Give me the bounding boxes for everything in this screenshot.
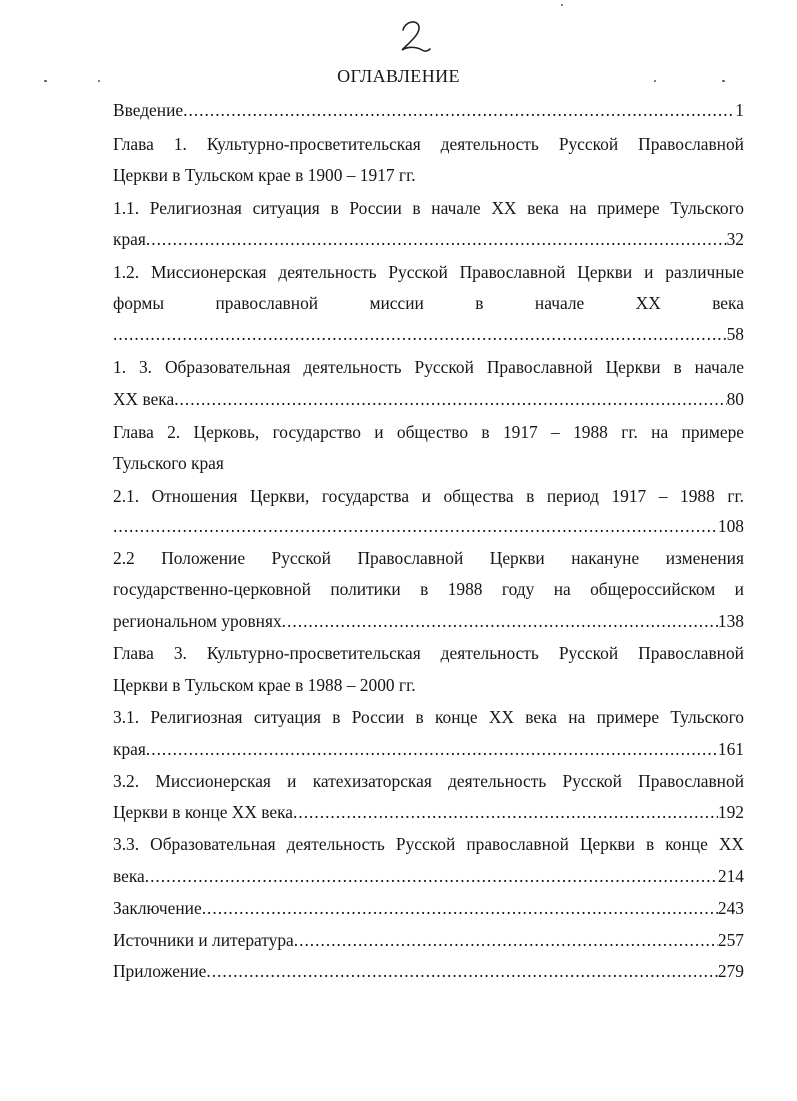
toc-section-2-1-line-2[interactable] — [113, 514, 744, 538]
scan-speck — [561, 4, 563, 6]
toc-word: в — [475, 293, 484, 313]
toc-section-1-2-line-2[interactable] — [113, 291, 744, 315]
entry-page: 257 — [717, 930, 744, 950]
toc-word: XX — [635, 293, 661, 313]
entry-title: Источники и литература — [113, 930, 294, 950]
dot-leader — [293, 800, 718, 824]
toc-chapter-2-line-1[interactable]: Глава 2. Церковь, государство и общество в 1917 – 1988 гг. на примере — [113, 422, 744, 442]
entry-title: Введение — [113, 100, 184, 120]
entry-title: Церкви в конце XX века — [113, 802, 293, 822]
entry-page: 32 — [726, 229, 744, 249]
toc-section-1-1-line-1[interactable]: 1.1. Религиозная ситуация в России в начале XX века на примере Тульского — [113, 198, 744, 218]
entry-page: 214 — [717, 866, 744, 886]
toc-chapter-2-line-2[interactable]: Тульского края — [113, 453, 224, 473]
toc-word: начале — [534, 293, 585, 313]
toc-chapter-1-line-1[interactable]: Глава 1. Культурно-просветительская деятельность Русской Православной — [113, 134, 744, 154]
entry-page: 80 — [726, 389, 744, 409]
toc-section-2-2-line-3[interactable] — [113, 609, 744, 633]
toc-section-3-3-line-1[interactable]: 3.3. Образовательная деятельность Русской православной Церкви в конце XX — [113, 834, 744, 854]
toc-word: века — [712, 293, 744, 313]
toc-section-2-1-line-1[interactable]: 2.1. Отношения Церкви, государства и общества в период 1917 – 1988 гг. — [113, 486, 744, 506]
toc-word: формы — [113, 293, 165, 313]
dot-leader — [146, 227, 727, 251]
dot-leader — [174, 387, 726, 411]
toc-section-1-1-line-2[interactable] — [113, 227, 744, 251]
entry-page: 138 — [717, 611, 744, 631]
toc-entry-introduction[interactable] — [113, 98, 744, 122]
entry-page: 161 — [717, 739, 744, 759]
dot-leader — [145, 864, 718, 888]
dot-leader — [206, 959, 718, 983]
entry-title: XX века — [113, 389, 175, 409]
page-number — [396, 16, 436, 60]
toc-section-1-2-line-3[interactable] — [113, 322, 744, 346]
toc-word: миссии — [369, 293, 424, 313]
entry-title: края — [113, 739, 146, 759]
entry-title: века — [113, 866, 145, 886]
toc-chapter-3-line-2[interactable]: Церкви в Тульском крае в 1988 – 2000 гг. — [113, 675, 416, 695]
toc-word: православной — [215, 293, 319, 313]
toc-section-3-1-line-2[interactable] — [113, 737, 744, 761]
entry-page: 243 — [717, 898, 744, 918]
dot-leader — [113, 322, 727, 346]
dot-leader — [282, 609, 718, 633]
entry-title: края — [113, 229, 146, 249]
entry-page: 108 — [717, 516, 744, 536]
dot-leader — [202, 896, 718, 920]
toc-chapter-3-line-1[interactable]: Глава 3. Культурно-просветительская деятельность Русской Православной — [113, 643, 744, 663]
toc-section-3-2-line-2[interactable] — [113, 800, 744, 824]
toc-section-3-2-line-1[interactable]: 3.2. Миссионерская и катехизаторская деятельность Русской Православной — [113, 771, 744, 791]
entry-title: Заключение — [113, 898, 202, 918]
toc-section-1-3-line-1[interactable]: 1. 3. Образовательная деятельность Русской Православной Церкви в начале — [113, 357, 744, 377]
toc-entry-sources[interactable] — [113, 928, 744, 952]
toc-section-1-3-line-2[interactable] — [113, 387, 744, 411]
toc-heading: ОГЛАВЛЕНИЕ — [337, 66, 460, 86]
dot-leader — [146, 737, 718, 761]
dot-leader — [113, 514, 718, 538]
entry-page: 279 — [717, 961, 744, 981]
toc-entry-conclusion[interactable] — [113, 896, 744, 920]
toc-section-2-2-line-1[interactable]: 2.2 Положение Русской Православной Церкви накануне изменения — [113, 548, 744, 568]
toc-section-3-1-line-1[interactable]: 3.1. Религиозная ситуация в России в конце XX века на примере Тульского — [113, 707, 744, 727]
dot-leader — [294, 928, 718, 952]
toc-section-3-3-line-2[interactable] — [113, 864, 744, 888]
entry-title: региональном уровнях — [113, 611, 282, 631]
toc-section-1-2-line-1[interactable]: 1.2. Миссионерская деятельность Русской Православной Церкви и различные — [113, 262, 744, 282]
entry-page: 58 — [726, 324, 744, 344]
dot-leader — [183, 98, 735, 122]
toc-chapter-1-line-2[interactable]: Церкви в Тульском крае в 1900 – 1917 гг. — [113, 165, 416, 185]
toc-section-2-2-line-2[interactable]: государственно-церковной политики в 1988 году на общероссийском и — [113, 579, 744, 599]
entry-title: Приложение — [113, 961, 207, 981]
entry-page: 1 — [735, 100, 744, 120]
toc-entry-appendix[interactable] — [113, 959, 744, 983]
entry-page: 192 — [717, 802, 744, 822]
